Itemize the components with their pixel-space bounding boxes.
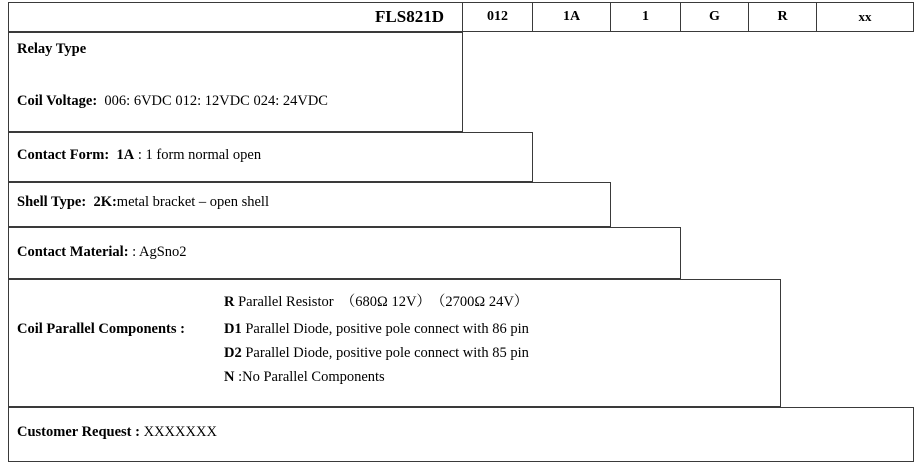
relay-type-row bbox=[17, 41, 86, 58]
shell-type-row bbox=[17, 194, 269, 211]
contact-form-separator: : bbox=[104, 147, 110, 163]
coil-parallel-separator: : bbox=[180, 321, 185, 337]
coil-parallel-box bbox=[8, 279, 781, 407]
shell-type-code-text: 1 bbox=[642, 9, 649, 24]
contact-material-box bbox=[8, 227, 681, 279]
part-number-text: FLS821D bbox=[375, 7, 444, 26]
coil-parallel-n-value: :No Parallel Components bbox=[238, 369, 385, 385]
shell-type-value: metal bracket – open shell bbox=[116, 194, 269, 210]
coil-parallel-resistor-value: Parallel Resistor （680Ω 12V） （2700Ω 24V） bbox=[238, 294, 529, 310]
contact-form-code-text: 1A bbox=[562, 9, 581, 24]
coil-parallel-d2-row bbox=[224, 345, 529, 362]
contact-material-code-text: G bbox=[709, 9, 720, 24]
coil-parallel-n-code: N bbox=[224, 369, 235, 385]
coil-voltage-label: Coil Voltage bbox=[17, 93, 93, 109]
shell-type-separator: : bbox=[81, 194, 87, 210]
customer-request-box bbox=[8, 407, 914, 462]
contact-material-code-cell bbox=[681, 2, 749, 32]
coil-parallel-d1-value: Parallel Diode, positive pole connect with 86 pin bbox=[245, 321, 529, 337]
coil-parallel-n-row bbox=[224, 369, 385, 386]
coil-parallel-resistor-row bbox=[224, 290, 528, 311]
contact-material-label: Contact Material bbox=[17, 244, 124, 260]
coil-parallel-d2-value: Parallel Diode, positive pole connect with 85 pin bbox=[245, 345, 529, 361]
coil-voltage-code-cell bbox=[463, 2, 533, 32]
coil-parallel-label: Coil Parallel Components bbox=[17, 321, 177, 337]
coil-parallel-d1-row bbox=[224, 321, 529, 338]
coil-parallel-code-cell bbox=[749, 2, 817, 32]
contact-form-row bbox=[17, 147, 261, 164]
contact-material-separator: : bbox=[123, 244, 129, 260]
contact-form-value: : 1 form normal open bbox=[137, 147, 262, 163]
coil-parallel-d2-code: D2 bbox=[224, 345, 242, 361]
shell-type-label: Shell Type bbox=[17, 194, 82, 210]
contact-form-label: Contact Form bbox=[17, 147, 105, 163]
customer-request-code-cell bbox=[817, 2, 914, 32]
coil-voltage-separator: : bbox=[92, 93, 98, 109]
relay-type-label: Relay Type bbox=[17, 41, 87, 57]
contact-form-code-cell bbox=[533, 2, 611, 32]
customer-request-code-text: xx bbox=[858, 9, 872, 24]
relay-type-box bbox=[8, 32, 463, 132]
code-row bbox=[8, 2, 914, 32]
contact-material-value: : AgSno2 bbox=[132, 244, 187, 260]
customer-request-value: XXXXXXX bbox=[143, 424, 217, 440]
coil-voltage-value: 006: 6VDC 012: 12VDC 024: 24VDC bbox=[104, 93, 328, 109]
shell-type-box bbox=[8, 182, 611, 227]
contact-material-row bbox=[17, 244, 187, 261]
coil-parallel-label-row bbox=[17, 321, 185, 338]
coil-parallel-resistor-code: R bbox=[224, 294, 235, 310]
coil-parallel-d1-code: D1 bbox=[224, 321, 242, 337]
part-number-cell bbox=[8, 2, 463, 32]
coil-voltage-code-text: 012 bbox=[487, 9, 508, 24]
coil-voltage-row bbox=[17, 93, 328, 110]
contact-form-code: 1A bbox=[116, 147, 135, 163]
customer-request-label: Customer Request bbox=[17, 424, 132, 440]
shell-type-code: 2K: bbox=[93, 194, 117, 210]
customer-request-separator: : bbox=[135, 424, 140, 440]
customer-request-row bbox=[17, 424, 217, 441]
shell-type-code-cell bbox=[611, 2, 681, 32]
coil-parallel-code-text: R bbox=[777, 9, 788, 24]
contact-form-box bbox=[8, 132, 533, 182]
